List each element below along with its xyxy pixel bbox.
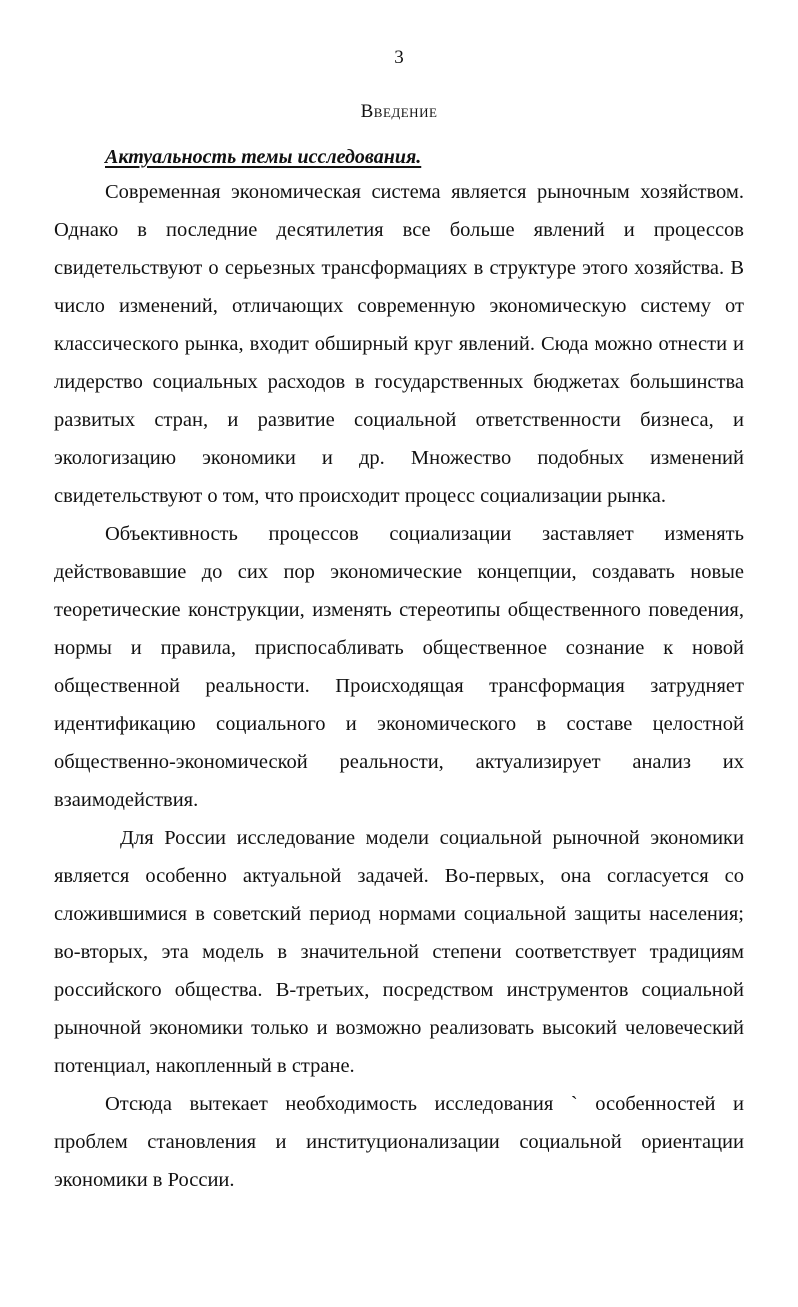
section-heading: Актуальность темы исследования.: [105, 146, 422, 168]
page-number: 3: [394, 47, 404, 68]
chapter-title: Введение: [360, 101, 438, 122]
paragraph-objectivity-of-processes: Объективность процессов социализации заставляет изменять действовавшие до сих пор экономические концепции, создавать новые теоретические конструкции, изменять стереотипы общественного поведения, нормы и правила, приспосабливать общественное сознание к новой общественной реальности. Происходящая трансформация затрудняет идентификацию социального и экономического в составе целостной общественно-экономической реальности, актуализирует анализ их взаимодействия.: [54, 523, 744, 811]
paragraph-russia-relevance: Для России исследование модели социальной рыночной экономики является особенно актуальной задачей. Во-первых, она согласуется со сложившимися в советский период нормами социальной защиты населения; во-вторых, эта модель в значительной степени соответствует традициям российского общества. В-третьих, посредством инструментов социальной рыночной экономики только и возможно реализовать высокий человеческий потенциал, накопленный в стране.: [54, 827, 744, 1077]
body-text: [54, 173, 744, 1199]
paragraph-research-necessity: Отсюда вытекает необходимость исследования ` особенностей и проблем становления и институционализации социальной ориентации экономики в России.: [54, 1093, 744, 1191]
paragraph-socialization-of-market: Современная экономическая система является рыночным хозяйством. Однако в последние десятилетия все больше явлений и процессов свидетельствуют о серьезных трансформациях в структуре этого хозяйства. В число изменений, отличающих современную экономическую систему от классического рынка, входит обширный круг явлений. Сюда можно отнести и лидерство социальных расходов в государственных бюджетах большинства развитых стран, и развитие социальной ответственности бизнеса, и экологизацию экономики и др. Множество подобных изменений свидетельствуют о том, что происходит процесс социализации рынка.: [54, 181, 744, 507]
